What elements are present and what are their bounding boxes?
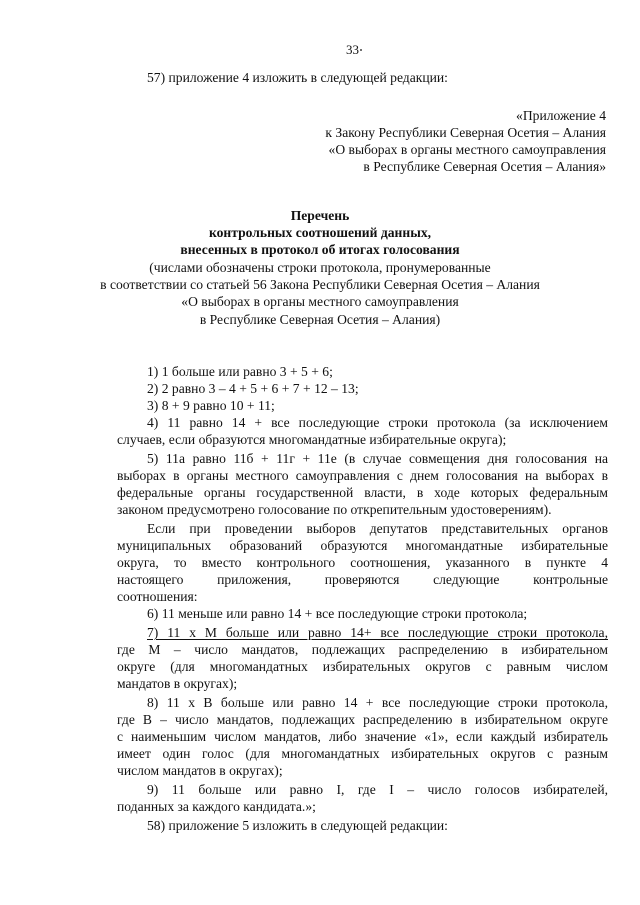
title-line: внесенных в протокол об итогах голосования xyxy=(180,242,460,257)
item-8-line: с наименьшим числом мандатов, либо значение «1», если каждый избиратель xyxy=(117,729,608,744)
item-4-line: 4) 11 равно 14 + все последующие строки протокола (за исключением xyxy=(147,415,608,430)
subtitle-line: в Республике Северная Осетия – Алания) xyxy=(199,312,441,327)
item-5-line: федеральные органы государственной власти, в ходе которых федеральным xyxy=(117,485,608,500)
item-8-line: где В – число мандатов, подлежащих распределению в избирательном округе xyxy=(117,712,608,727)
conditional-paragraph-line: Если при проведении выборов депутатов представительных органов xyxy=(147,521,608,536)
conditional-paragraph-line: настоящего приложения, проверяются следующие контрольные xyxy=(117,572,608,587)
scan-speck xyxy=(360,49,362,51)
item-7-line: мандатов в округах); xyxy=(117,676,238,691)
item-8-line: 8) 11 х В больше или равно 14 + все последующие строки протокола, xyxy=(147,695,608,710)
appendix-line: в Республике Северная Осетия – Алания» xyxy=(363,159,606,174)
item-8-line: числом мандатов в округах); xyxy=(117,763,283,778)
item-58: 58) приложение 5 изложить в следующей редакции: xyxy=(147,818,448,833)
item-8-line: имеет один голос (для многомандатных избирательных округов с разным xyxy=(117,746,608,761)
list-item: 1) 1 больше или равно 3 + 5 + 6; xyxy=(147,364,333,379)
item-4-line: случаев, если образуются многомандатные избирательные округа); xyxy=(117,432,507,447)
conditional-paragraph-line: соотношения: xyxy=(117,589,198,604)
appendix-line: «Приложение 4 xyxy=(516,108,606,123)
appendix-line: «О выборах в органы местного самоуправления xyxy=(328,142,606,157)
item-6: 6) 11 меньше или равно 14 + все последующие строки протокола; xyxy=(147,606,528,621)
item-7-line: округе (для многомандатных избирательных округов с равным числом xyxy=(117,659,608,674)
title-line: Перечень xyxy=(290,208,350,223)
subtitle-line: в соответствии со статьей 56 Закона Республики Северная Осетия – Алания xyxy=(100,277,540,292)
item-7-line: 7) 11 х М больше или равно 14+ все последующие строки протокола, xyxy=(147,625,608,640)
list-item: 2) 2 равно 3 – 4 + 5 + 6 + 7 + 12 – 13; xyxy=(147,381,359,396)
list-item: 3) 8 + 9 равно 10 + 11; xyxy=(147,398,275,413)
item-5-line: выборах в органы местного самоуправления с днем голосования на выборах в xyxy=(117,468,608,483)
item-9-line: поданных за каждого кандидата.»; xyxy=(117,799,316,814)
page-number: 33 xyxy=(346,42,359,57)
item-7-line: где М – число мандатов, подлежащих распределению в избирательном xyxy=(117,642,608,657)
item-5-line: законом предусмотрено голосование по открепительным удостоверениям). xyxy=(117,502,552,517)
appendix-line: к Закону Республики Северная Осетия – Алания xyxy=(325,125,606,140)
conditional-paragraph-line: округа, то вместо контрольного соотношения, указанного в пункте 4 xyxy=(117,555,608,570)
title-line: контрольных соотношений данных, xyxy=(208,225,432,240)
subtitle-line: (числами обозначены строки протокола, пронумерованные xyxy=(149,260,491,275)
item-5-line: 5) 11а равно 11б + 11г + 11е (в случае совмещения дня голосования на xyxy=(147,451,608,466)
item-57: 57) приложение 4 изложить в следующей редакции: xyxy=(147,70,448,85)
conditional-paragraph-line: муниципальных образований образуются многомандатные избирательные xyxy=(117,538,608,553)
subtitle-line: «О выборах в органы местного самоуправления xyxy=(181,294,459,309)
item-9-line: 9) 11 больше или равно I, где I – число голосов избирателей, xyxy=(147,782,608,797)
